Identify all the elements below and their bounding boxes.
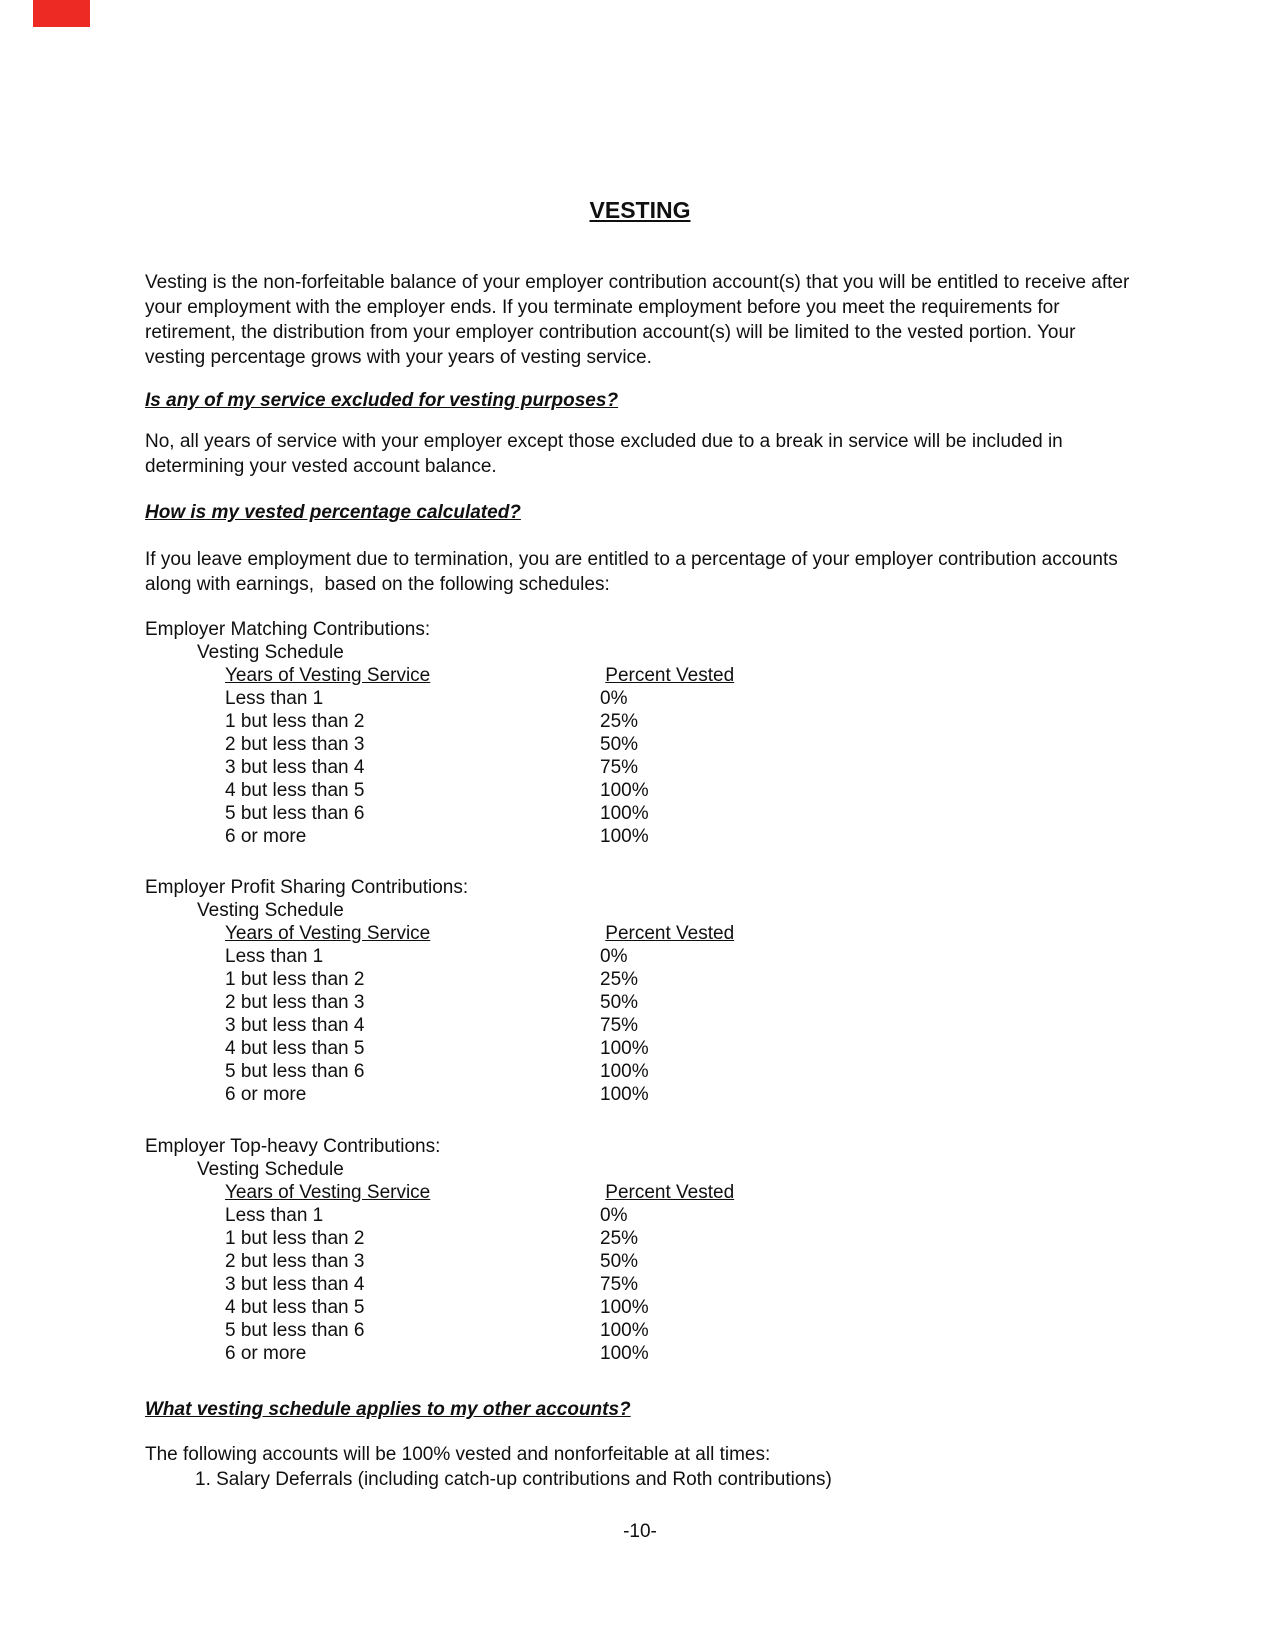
cell-percent: 0% xyxy=(600,946,628,967)
schedule-subtitle: Vesting Schedule xyxy=(197,1159,344,1180)
table-row xyxy=(225,991,1135,1014)
table-header-row xyxy=(225,922,1135,945)
table-row xyxy=(225,1319,1135,1342)
cell-percent: 0% xyxy=(600,688,628,709)
cell-years: 6 or more xyxy=(225,826,307,847)
cell-percent: 100% xyxy=(600,780,649,801)
cell-percent: 25% xyxy=(600,969,639,990)
cell-percent: 100% xyxy=(600,803,649,824)
page-title: VESTING xyxy=(589,197,691,223)
cell-years: 3 but less than 4 xyxy=(225,1274,365,1295)
schedule-title: Employer Matching Contributions: xyxy=(145,619,431,640)
cell-percent: 100% xyxy=(600,1038,649,1059)
cell-percent: 0% xyxy=(600,1205,628,1226)
cell-years: 5 but less than 6 xyxy=(225,803,365,824)
cell-years: 1 but less than 2 xyxy=(225,1228,365,1249)
schedule-subtitle: Vesting Schedule xyxy=(197,642,344,663)
cell-percent: 100% xyxy=(600,1084,649,1105)
table-row xyxy=(225,1037,1135,1060)
cell-years: 1 but less than 2 xyxy=(225,711,365,732)
table-header-row xyxy=(225,1181,1135,1204)
table-row xyxy=(225,710,1135,733)
table-row xyxy=(225,1296,1135,1319)
schedule-title: Employer Profit Sharing Contributions: xyxy=(145,877,469,898)
table-header-row xyxy=(225,664,1135,687)
table-row xyxy=(225,756,1135,779)
cell-years: 3 but less than 4 xyxy=(225,757,365,778)
cell-percent: 25% xyxy=(600,711,639,732)
table-row xyxy=(225,1250,1135,1273)
schedule-title: Employer Top-heavy Contributions: xyxy=(145,1136,441,1157)
accounts-list-item: 1. Salary Deferrals (including catch-up contributions and Roth contributions) xyxy=(195,1469,832,1490)
cell-percent: 100% xyxy=(600,1061,649,1082)
column-header-years: Years of Vesting Service xyxy=(225,923,431,944)
answer-paragraph-service-excluded: No, all years of service with your employer except those excluded due to a break in service will be included in determining your vested account balance. xyxy=(145,431,1069,477)
cell-years: Less than 1 xyxy=(225,688,324,709)
table-row xyxy=(225,1342,1135,1365)
cell-years: 6 or more xyxy=(225,1084,307,1105)
table-row xyxy=(225,733,1135,756)
question-heading-percentage-calculated: How is my vested percentage calculated? xyxy=(145,502,521,523)
red-corner-mark xyxy=(33,0,90,27)
column-header-percent: Percent Vested xyxy=(605,665,735,686)
column-header-percent: Percent Vested xyxy=(605,923,735,944)
schedule-table xyxy=(225,922,1135,1106)
cell-years: 1 but less than 2 xyxy=(225,969,365,990)
table-row xyxy=(225,1204,1135,1227)
table-row xyxy=(225,1083,1135,1106)
question-heading-other-accounts: What vesting schedule applies to my other accounts? xyxy=(145,1399,631,1420)
cell-percent: 50% xyxy=(600,992,639,1013)
column-header-years: Years of Vesting Service xyxy=(225,1182,431,1203)
cell-percent: 25% xyxy=(600,1228,639,1249)
cell-percent: 75% xyxy=(600,1274,639,1295)
schedule-block-top-heavy xyxy=(145,1135,1135,1365)
cell-years: 3 but less than 4 xyxy=(225,1015,365,1036)
table-row xyxy=(225,779,1135,802)
table-row xyxy=(225,945,1135,968)
table-row xyxy=(225,1227,1135,1250)
cell-percent: 100% xyxy=(600,826,649,847)
schedule-subtitle: Vesting Schedule xyxy=(197,900,344,921)
cell-years: 4 but less than 5 xyxy=(225,1297,365,1318)
cell-percent: 100% xyxy=(600,1297,649,1318)
cell-years: 6 or more xyxy=(225,1343,307,1364)
cell-years: 5 but less than 6 xyxy=(225,1061,365,1082)
table-row xyxy=(225,968,1135,991)
table-row xyxy=(225,1014,1135,1037)
page-number: -10- xyxy=(623,1521,657,1542)
table-row xyxy=(225,687,1135,710)
schedule-table xyxy=(225,664,1135,848)
cell-percent: 75% xyxy=(600,1015,639,1036)
cell-years: 4 but less than 5 xyxy=(225,780,365,801)
cell-years: 5 but less than 6 xyxy=(225,1320,365,1341)
table-row xyxy=(225,825,1135,848)
cell-percent: 50% xyxy=(600,734,639,755)
column-header-percent: Percent Vested xyxy=(605,1182,735,1203)
cell-years: 2 but less than 3 xyxy=(225,734,365,755)
cell-percent: 100% xyxy=(600,1320,649,1341)
cell-years: Less than 1 xyxy=(225,1205,324,1226)
cell-percent: 100% xyxy=(600,1343,649,1364)
schedule-block-matching xyxy=(145,618,1135,848)
column-header-years: Years of Vesting Service xyxy=(225,665,431,686)
question-heading-service-excluded: Is any of my service excluded for vesting purposes? xyxy=(145,390,619,411)
intro-paragraph: Vesting is the non-forfeitable balance of your employer contribution account(s) that you will be entitled to receive after your employment with the employer ends. If you terminate employment before you meet the requirements for retirement, the distribution from your employer contribution account(s) will be limited to the vested portion. Your vesting percentage grows with your years of vesting service. xyxy=(145,272,1135,368)
schedule-table xyxy=(225,1181,1135,1365)
table-row xyxy=(225,1273,1135,1296)
answer-paragraph-other-accounts: The following accounts will be 100% vested and nonforfeitable at all times: xyxy=(145,1444,771,1465)
cell-years: 2 but less than 3 xyxy=(225,992,365,1013)
cell-years: Less than 1 xyxy=(225,946,324,967)
table-row xyxy=(225,802,1135,825)
cell-years: 4 but less than 5 xyxy=(225,1038,365,1059)
schedule-block-profit-sharing xyxy=(145,876,1135,1106)
answer-paragraph-percentage-calculated: If you leave employment due to termination, you are entitled to a percentage of your employer contribution accounts along with earnings, based on the following schedules: xyxy=(145,549,1124,595)
table-row xyxy=(225,1060,1135,1083)
cell-percent: 50% xyxy=(600,1251,639,1272)
cell-years: 2 but less than 3 xyxy=(225,1251,365,1272)
cell-percent: 75% xyxy=(600,757,639,778)
